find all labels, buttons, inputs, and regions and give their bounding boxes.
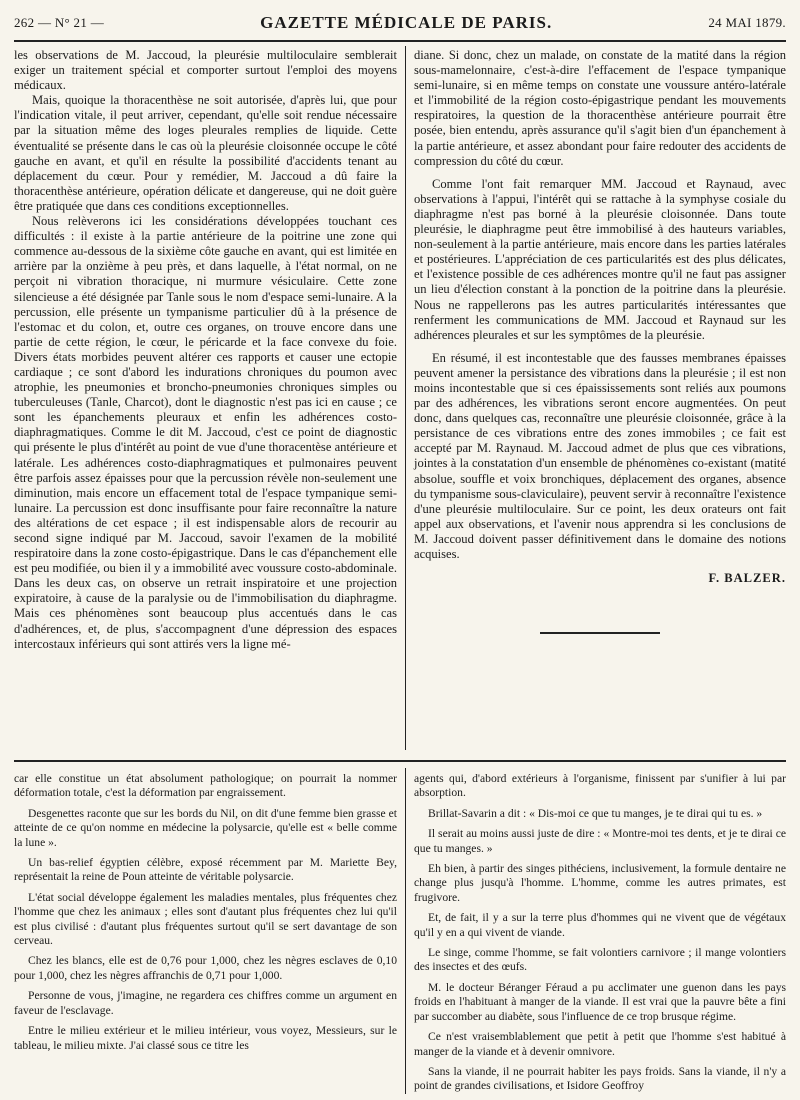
feuilleton-paragraph: Le singe, comme l'homme, se fait volontiers carnivore ; il mange volontiers des insectes et des œufs. xyxy=(414,946,786,974)
feuilleton-paragraph: Sans la viande, il ne pourrait habiter les pays froids. Sans la viande, il n'y a point de grandes civilisations, et Isidore Geoffroy xyxy=(414,1064,786,1093)
header-rule xyxy=(14,40,786,42)
article-paragraph: les observations de M. Jaccoud, la pleurésie multiloculaire semblerait exiger un traitement spécial et comporter surtout l'emploi des moyens médicaux. xyxy=(14,48,397,93)
feuilleton-paragraph: car elle constitue un état absolument pathologique; on pourrait la nommer déformation totale, c'est la déformation par engraissement. xyxy=(14,772,397,800)
masthead xyxy=(14,10,786,36)
feuilleton-paragraph: Il serait au moins aussi juste de dire : « Montre-moi tes dents, et je te dirai ce que tu manges. » xyxy=(414,827,786,855)
feuilleton-paragraph: Ce n'est vraisemblablement que petit à petit que l'homme s'est habitué à manger de la viande et à devenir omnivore. xyxy=(414,1030,786,1058)
feuilleton-paragraph: M. le docteur Béranger Féraud a pu acclimater une guenon dans les pays froids en l'habituant à manger de la viande. Il est vrai que la pauvre bête a fini par succomber au diabète, sous l'influence de ce trop brusque régime. xyxy=(414,980,786,1023)
article-paragraph: Comme l'ont fait remarquer MM. Jaccoud et Raynaud, avec observations à l'appui, l'intérêt qui se rattache à la symphyse cosiale du diaphragme n'est pas borné à la pleurésie cloisonnée. Dans toute pleurésie, le diaphragme peut être immobilisé à des hauteurs variables, non-seulement à la partie antérieure, mais encore dans les parties latérales et postérieures. L'appréciation de ces particularités est des plus délicates, et l'existence possible de ces adhérences montre qu'il ne faut pas assigner un lieu d'élection constant à la ponction de la poitrine dans la pleurésie. Nous ne rappellerons pas les autres particularités intéressantes que renferment les communications de MM. Jaccoud et Raynaud sur les adhérences pleurales et sur les symptômes de la pleurésie. xyxy=(414,176,786,342)
issue-number: — N° 21 — xyxy=(37,15,105,30)
feuilleton-right-column xyxy=(414,772,786,1094)
feuilleton-paragraph: L'état social développe également les maladies mentales, plus fréquentes chez l'homme que chez les animaux ; elles sont d'autant plus fréquentes chez lui qu'il est plus civilisé : d'autant plus fréquentes surtout qu'il se sert davantage de son cerveau. xyxy=(14,890,397,948)
article-paragraph: Nous relèverons ici les considérations développées touchant ces difficultés : il existe à la partie antérieure de la poitrine une zone qui commence au-dessous de la sixième côte gauche en avant, qui est limitée en arrière par la onzième à peu près, et dans laquelle, à l'état normal, on ne perçoit ni vibration thoracique, ni murmure vésiculaire. Cette zone silencieuse a été désignée par Tanle sous le nom d'espace semi-lunaire. A la percussion, elle présente un tympanisme particulier dû à la présence de l'estomac et du colon, et, outre ces organes, on trouve encore dans une partie de cette région, le cœur, le péricarde et la face convexe du foie. Divers états morbides peuvent altérer ces rapports et causer une ectopie cardiaque ; ce sont d'abord les indurations chroniques du poumon avec atrophie, les pneumonies et broncho-pneumonies chroniques simples ou tuberculeuses (Tanle, Charcot), dont le diagnostic n'est pas ici en cause ; ce sont les épanchements pleuraux et enfin les adhérences costo-diaphragmatiques. Comme le dit M. Jaccoud, c'est ce point de diagnostic qui présente le plus d'intérêt au point de vue d'une thoracentèse antérieure et latérale. Les adhérences costo-diaphragmatiques et pulmonaires peuvent être parfois assez épaisses pour que la percussion révèle non-seulement une diminution, mais encore un effacement total de l'espace tympanique semi-lunaire. La percussion est donc insuffisante pour faire reconnaître la nature des altérations de cet espace ; il est indispensable alors de recourir au second signe indiqué par M. Jaccoud, savoir l'examen de la mobilité respiratoire dans la zone costo-épigastrique. Dans le cas d'épanchement elle est peu modifiée, ou bien il y a immobilité avec voussure costo-abdominale. Dans les deux cas, on observe un retrait inspiratoire et une projection expiratoire, à cause de la paralysie ou de l'immobilisation du diaphragme. Mais ces phénomènes sont beaucoup plus accentués dans le cas d'adhérences, et, de plus, s'accompagnent d'une dépression des espaces intercostaux inférieurs qui sont attirés vers la ligne mé- xyxy=(14,214,397,651)
page-number-and-issue xyxy=(14,15,104,31)
article-paragraph: En résumé, il est incontestable que des fausses membranes épaisses peuvent amener la persistance des vibrations dans la pleurésie ; il est non moins incontestable que si ces épaississements sont reliés aux poumons par des adhérences, les vibrations seront encore augmentées. On peut donc, dans quelques cas, reconnaître une pleurésie cloisonnée, grâce à la persistance de ces vibrations entre des zones immobiles ; ce fait est accepté par M. Raynaud. M. Jaccoud admet de plus que ces vibrations, jointes à la constatation d'un ensemble de phénomènes co-existant (matité absolue, souffle et voix bronchiques, déplacement des organes, absence du tympanisme sous-claviculaire), peuvent servir à reconnaître l'existence d'une pleurésie multiloculaire. Sur ce point, les deux orateurs ont fait appel aux observations, et l'avenir nous apprendra si les conclusions de M. Jaccoud doivent passer définitivement dans le domaine des notions acquises. xyxy=(414,350,786,561)
article-paragraph: diane. Si donc, chez un malade, on constate de la matité dans la région sous-mamelonnaire, c'est-à-dire l'effacement de l'espace tympanique semi-lunaire, si en même temps on constate une voussure antéro-latérale et l'immobilité de la région costo-épigastrique pendant les mouvements respiratoires, la question de la thoracenthèse antérieure pourrait être posée, bien entendu, après assurance qu'il s'agit bien d'un épanchement à la partie antérieure, et assez abondant pour faire redouter des accidents de compression du côté du cœur. xyxy=(414,48,786,168)
journal-title: GAZETTE MÉDICALE DE PARIS. xyxy=(260,13,553,32)
column-divider-bottom xyxy=(405,768,406,1094)
feuilleton-paragraph: agents qui, d'abord extérieurs à l'organisme, finissent par s'unifier à lui par absorption. xyxy=(414,772,786,800)
feuilleton-paragraph: Et, de fait, il y a sur la terre plus d'hommes qui ne vivent que de végétaux qu'il y en a qui vivent de viande. xyxy=(414,911,786,939)
feuilleton-paragraph: Entre le milieu extérieur et le milieu intérieur, vous voyez, Messieurs, sur le tableau, le milieu mixte. J'ai classé sous ce titre les xyxy=(14,1024,397,1052)
article-end-rule xyxy=(540,632,660,634)
author-signature: F. BALZER. xyxy=(708,571,786,586)
feuilleton-separator xyxy=(14,760,786,762)
column-divider-top xyxy=(405,46,406,750)
page-number: 262 xyxy=(14,15,35,30)
feuilleton-paragraph: Eh bien, à partir des singes pithéciens, inclusivement, la formule dentaire ne change plus jusqu'à l'homme. L'homme, comme les autres primates, est frugivore. xyxy=(414,862,786,904)
article-right-column xyxy=(414,48,786,634)
feuilleton-paragraph: Un bas-relief égyptien célèbre, exposé récemment par M. Mariette Bey, représentait la reine de Poun atteinte de véritable polysarcie. xyxy=(14,856,397,884)
article-left-column xyxy=(14,48,397,652)
feuilleton-paragraph: Brillat-Savarin a dit : « Dis-moi ce que tu manges, je te dirai qui tu es. » xyxy=(428,806,763,820)
feuilleton-left-column xyxy=(14,772,397,1053)
article-paragraph: Mais, quoique la thoracenthèse ne soit autorisée, d'après lui, que pour l'indication vitale, il peut arriver, cependant, qu'elle soit rendue nécessaire par la situation même des loges pleurales remplies de liquide. Cette éventualité se présente dans le cas où la pleurésie cloisonnée occupe le côté gauche en avant, et qu'il en résulte la possibilité d'accidents tenant au déplacement du cœur. Pour y remédier, M. Jaccoud a dû faire la thoracenthèse antérieure, opération délicate et dangereuse, qui ne doit guère être pratiquée que dans ces conditions exceptionnelles. xyxy=(14,93,397,213)
feuilleton-paragraph: Personne de vous, j'imagine, ne regardera ces chiffres comme un argument en faveur de l'esclavage. xyxy=(14,989,397,1017)
feuilleton-paragraph: Desgenettes raconte que sur les bords du Nil, on dit d'une femme bien grasse et atteinte de ce qu'on nomme en médecine la polysarcie, qu'elle est « belle comme la lune ». xyxy=(14,806,397,849)
feuilleton-paragraph: Chez les blancs, elle est de 0,76 pour 1,000, chez les nègres esclaves de 0,10 pour 1,000, chez les nègres affranchis de 0,71 pour 1,000. xyxy=(14,954,397,982)
issue-date: 24 MAI 1879. xyxy=(708,15,786,30)
